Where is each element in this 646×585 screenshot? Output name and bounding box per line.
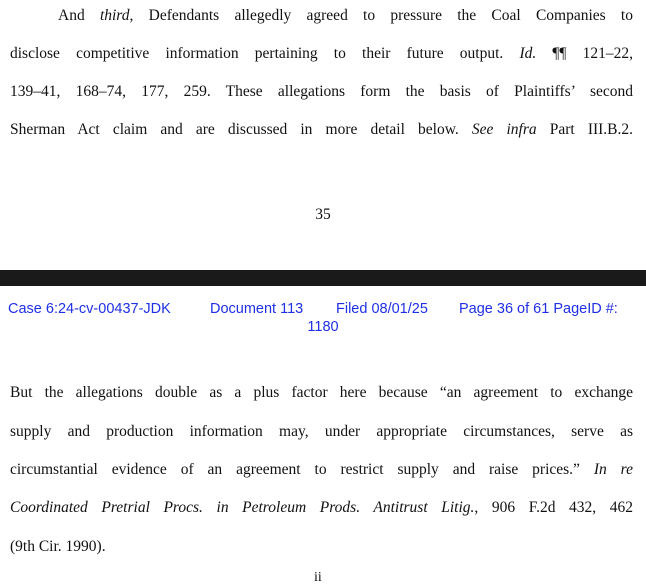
citation-signal: Id. <box>519 45 537 62</box>
paragraph-line: Coordinated Pretrial Procs. in Petroleum Prods. Antitrust Litig., 906 F.2d 432, 462 <box>10 499 633 516</box>
cutoff-text-fragment: ii <box>314 570 322 585</box>
case-citation: In re <box>593 461 634 478</box>
case-number: Case 6:24-cv-00437-JDK <box>8 301 171 317</box>
page-count: Page 36 of 61 PageID #: <box>459 301 618 317</box>
paragraph-line: And third, Defendants allegedly agreed to pressure the Coal Companies to <box>58 7 633 24</box>
citation-signal: See infra <box>471 121 537 138</box>
court-filing-header <box>0 301 646 341</box>
paragraph-line: supply and production information may, under appropriate circumstances, serve as <box>10 423 633 440</box>
emphasis-text: third <box>99 7 130 24</box>
page-35-bottom <box>0 0 646 270</box>
paragraph-line: But the allegations double as a plus factor here because “an agreement to exchange <box>10 384 633 401</box>
paragraph-line: (9th Cir. 1990). <box>10 538 106 555</box>
paragraph-line: Sherman Act claim and are discussed in more detail below. See infra Part III.B.2. <box>10 121 634 138</box>
case-citation: Coordinated Pretrial Procs. in Petroleum Prods. Antitrust Litig. <box>10 499 475 516</box>
page-number: 35 <box>315 206 331 223</box>
filed-date: Filed 08/01/25 <box>336 301 428 317</box>
document-number: Document 113 <box>210 301 304 317</box>
paragraph-line: 139–41, 168–74, 177, 259. These allegations form the basis of Plaintiffs’ second <box>10 83 633 100</box>
page-id: 1180 <box>307 319 339 335</box>
page-divider <box>0 270 646 286</box>
paragraph-line: disclose competitive information pertaining to their future output. Id. ¶¶ 121–22, <box>10 45 633 62</box>
paragraph-line: circumstantial evidence of an agreement to restrict supply and raise prices.” In re <box>10 461 634 478</box>
